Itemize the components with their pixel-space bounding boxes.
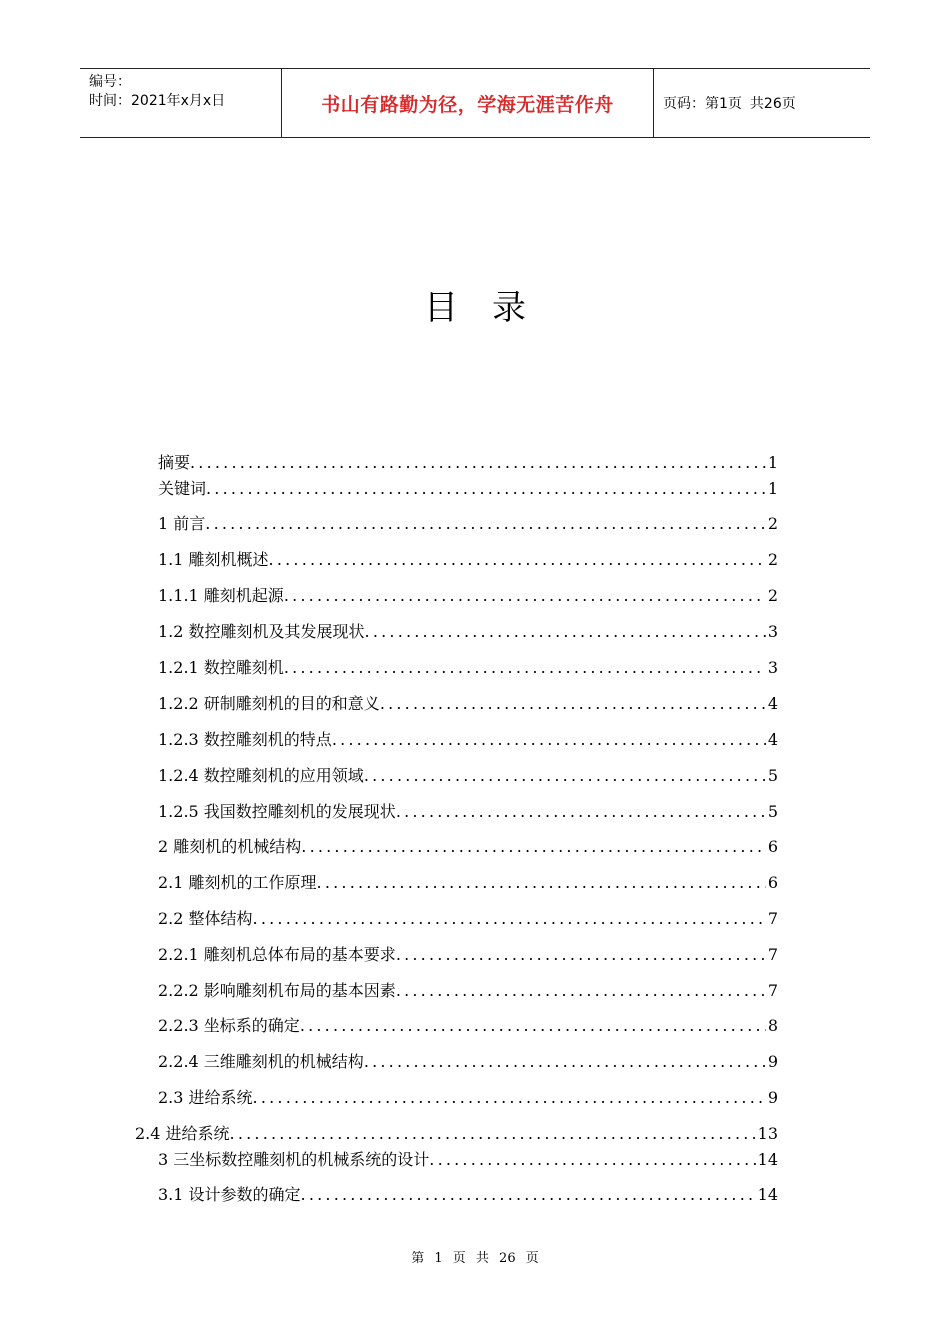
toc-entry xyxy=(158,802,778,822)
header-info-cell xyxy=(80,69,282,137)
toc-entry xyxy=(158,730,778,750)
toc-entry xyxy=(158,586,778,606)
toc-entry xyxy=(158,837,778,857)
header-page-number: 页码：第1页 xyxy=(663,96,742,112)
toc-entry-page: 5 xyxy=(767,802,778,821)
toc-entry-label: 2.1 雕刻机的工作原理 xyxy=(158,873,317,892)
toc-entry-page: 4 xyxy=(767,694,778,713)
header-page-total: 共26页 xyxy=(749,96,796,112)
toc-entry xyxy=(158,1052,778,1072)
toc-entry xyxy=(158,453,778,473)
toc-entry-leader xyxy=(364,1052,766,1072)
toc-entry-page: 8 xyxy=(767,1016,778,1035)
toc-entry xyxy=(158,514,778,534)
toc-entry-label: 1 前言 xyxy=(158,514,206,533)
header-motto: 书山有路勤为径，学海无涯苦作舟 xyxy=(321,93,614,116)
document-number-label: 编号： xyxy=(89,74,131,90)
toc-entry-leader xyxy=(269,550,766,570)
toc-entry-page: 1 xyxy=(767,453,778,472)
toc-entry-page: 14 xyxy=(757,1185,778,1204)
toc-entry-label: 2.2.2 影响雕刻机布局的基本因素 xyxy=(158,981,396,1000)
toc-entry-label: 1.2.4 数控雕刻机的应用领域 xyxy=(158,766,364,785)
toc-entry-label: 3.1 设计参数的确定 xyxy=(158,1185,301,1204)
toc-entry-leader xyxy=(206,479,766,499)
toc-title: 目录 xyxy=(424,288,560,328)
toc-entry-leader xyxy=(365,622,766,642)
toc-entry-leader xyxy=(380,694,766,714)
toc-entry xyxy=(158,1185,778,1205)
toc-entry xyxy=(135,1124,778,1144)
toc-entry xyxy=(158,873,778,893)
toc-entry-leader xyxy=(396,802,766,822)
toc-entry-label: 1.2.2 研制雕刻机的目的和意义 xyxy=(158,694,380,713)
toc-entry-leader xyxy=(284,658,766,678)
toc-entry-page: 13 xyxy=(757,1124,778,1143)
toc-entry-page: 7 xyxy=(767,981,778,1000)
toc-entry-leader xyxy=(396,981,766,1001)
toc-entry-page: 6 xyxy=(767,873,778,892)
toc-entry-leader xyxy=(300,1016,766,1036)
toc-entry-label: 1.2.5 我国数控雕刻机的发展现状 xyxy=(158,802,396,821)
header-page-cell xyxy=(654,69,870,137)
toc-entry-page: 1 xyxy=(767,479,778,498)
toc-entry xyxy=(158,622,778,642)
toc-entry-leader xyxy=(301,1185,756,1205)
toc-entry-page: 9 xyxy=(767,1088,778,1107)
toc-entry-label: 关键词 xyxy=(158,479,207,498)
toc-entry-leader xyxy=(230,1124,756,1144)
toc-entry-page: 14 xyxy=(757,1150,778,1169)
document-time-label: 时间：2021年x月x日 xyxy=(89,93,226,109)
toc-entry-label: 2.4 进给系统 xyxy=(135,1124,230,1143)
toc-entry-leader xyxy=(332,730,766,750)
toc-entry-label: 2.2.4 三维雕刻机的机械结构 xyxy=(158,1052,364,1071)
toc-entry xyxy=(158,945,778,965)
toc-entry-leader xyxy=(205,514,766,534)
toc-entry-leader xyxy=(253,1088,766,1108)
toc-entry-page: 9 xyxy=(767,1052,778,1071)
toc-entry-page: 7 xyxy=(767,909,778,928)
header-motto-cell xyxy=(282,69,654,137)
toc-entry xyxy=(158,550,778,570)
toc-entry-leader xyxy=(253,909,766,929)
toc-entry-page: 4 xyxy=(767,730,778,749)
toc-entry xyxy=(158,909,778,929)
page-footer: 第 1 页 共 26 页 xyxy=(411,1251,539,1266)
toc-entry-leader xyxy=(301,837,766,857)
toc-entry-page: 2 xyxy=(767,586,778,605)
toc-entry xyxy=(158,694,778,714)
toc-entry-page: 3 xyxy=(767,658,778,677)
toc-entry-page: 3 xyxy=(767,622,778,641)
toc-entry-leader xyxy=(364,766,766,786)
toc-entry xyxy=(158,1150,778,1170)
toc-entry-label: 1.2.3 数控雕刻机的特点 xyxy=(158,730,332,749)
toc-entry-label: 1.1 雕刻机概述 xyxy=(158,550,269,569)
toc-entry-label: 1.2 数控雕刻机及其发展现状 xyxy=(158,622,365,641)
toc-entry xyxy=(158,766,778,786)
toc-entry-label: 2.2.3 坐标系的确定 xyxy=(158,1016,300,1035)
toc-entry-leader xyxy=(429,1150,755,1170)
toc-entry-label: 2.2.1 雕刻机总体布局的基本要求 xyxy=(158,945,396,964)
toc-entry-label: 1.1.1 雕刻机起源 xyxy=(158,586,284,605)
toc-entry xyxy=(158,479,778,499)
toc-entry xyxy=(158,981,778,1001)
toc-entry-page: 5 xyxy=(767,766,778,785)
toc-entry-page: 6 xyxy=(767,837,778,856)
toc-entry-leader xyxy=(284,586,766,606)
toc-entry xyxy=(158,1016,778,1036)
toc-entry-leader xyxy=(317,873,766,893)
toc-entry-label: 3 三坐标数控雕刻机的机械系统的设计 xyxy=(158,1150,430,1169)
toc-entry-leader xyxy=(396,945,766,965)
toc-entry-label: 1.2.1 数控雕刻机 xyxy=(158,658,284,677)
page-header xyxy=(80,68,870,138)
toc-entry-page: 2 xyxy=(767,514,778,533)
toc-entry-label: 2.2 整体结构 xyxy=(158,909,253,928)
toc-entry-label: 2 雕刻机的机械结构 xyxy=(158,837,302,856)
toc-entry xyxy=(158,1088,778,1108)
toc-entry-page: 2 xyxy=(767,550,778,569)
toc-entry-label: 2.3 进给系统 xyxy=(158,1088,253,1107)
toc-entry-label: 摘要 xyxy=(158,453,191,472)
toc-entry-page: 7 xyxy=(767,945,778,964)
toc-entry-leader xyxy=(190,453,766,473)
toc-entry xyxy=(158,658,778,678)
